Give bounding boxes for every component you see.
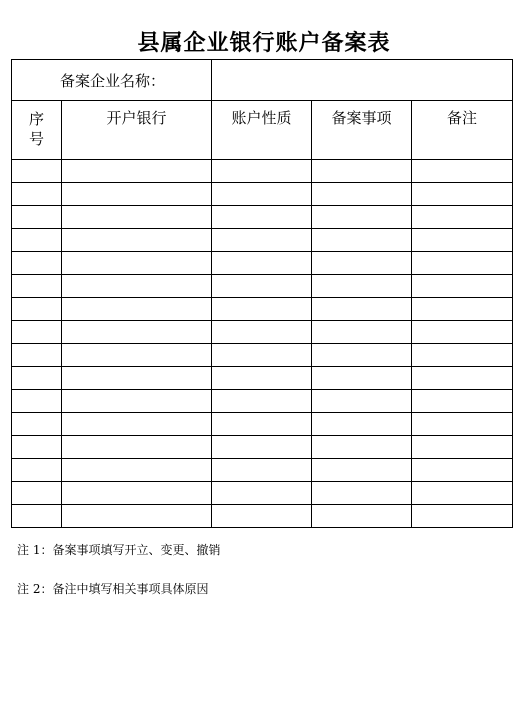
- cell-filing-item[interactable]: [312, 436, 412, 459]
- note-2: 注 2：备注中填写相关事项具体原因: [17, 582, 209, 596]
- cell-filing-item[interactable]: [312, 321, 412, 344]
- cell-seq[interactable]: [12, 321, 62, 344]
- cell-bank[interactable]: [62, 459, 212, 482]
- cell-filing-item[interactable]: [312, 252, 412, 275]
- filing-table: [11, 59, 513, 528]
- cell-account-type[interactable]: [212, 459, 312, 482]
- table-row: [12, 436, 513, 459]
- cell-seq[interactable]: [12, 505, 62, 528]
- cell-account-type[interactable]: [212, 229, 312, 252]
- cell-remark[interactable]: [412, 390, 513, 413]
- cell-bank[interactable]: [62, 252, 212, 275]
- cell-remark[interactable]: [412, 298, 513, 321]
- cell-account-type[interactable]: [212, 367, 312, 390]
- cell-seq[interactable]: [12, 160, 62, 183]
- table-row: [12, 367, 513, 390]
- table-row: [12, 160, 513, 183]
- table-row: [12, 482, 513, 505]
- column-header-seq-line2: 号: [28, 130, 44, 148]
- cell-account-type[interactable]: [212, 413, 312, 436]
- cell-account-type[interactable]: [212, 183, 312, 206]
- cell-seq[interactable]: [12, 390, 62, 413]
- cell-bank[interactable]: [62, 390, 212, 413]
- cell-remark[interactable]: [412, 436, 513, 459]
- table-row: [12, 321, 513, 344]
- cell-filing-item[interactable]: [312, 275, 412, 298]
- column-header-account-type: 账户性质: [212, 101, 312, 160]
- cell-remark[interactable]: [412, 321, 513, 344]
- cell-account-type[interactable]: [212, 321, 312, 344]
- cell-remark[interactable]: [412, 367, 513, 390]
- cell-remark[interactable]: [412, 459, 513, 482]
- cell-seq[interactable]: [12, 298, 62, 321]
- company-name-field[interactable]: [212, 60, 513, 101]
- cell-account-type[interactable]: [212, 436, 312, 459]
- table-row: [12, 505, 513, 528]
- cell-remark[interactable]: [412, 252, 513, 275]
- cell-filing-item[interactable]: [312, 390, 412, 413]
- cell-seq[interactable]: [12, 229, 62, 252]
- cell-filing-item[interactable]: [312, 367, 412, 390]
- cell-account-type[interactable]: [212, 160, 312, 183]
- cell-remark[interactable]: [412, 482, 513, 505]
- cell-account-type[interactable]: [212, 344, 312, 367]
- table-row: [12, 252, 513, 275]
- cell-account-type[interactable]: [212, 482, 312, 505]
- cell-account-type[interactable]: [212, 252, 312, 275]
- cell-filing-item[interactable]: [312, 482, 412, 505]
- cell-bank[interactable]: [62, 367, 212, 390]
- cell-seq[interactable]: [12, 252, 62, 275]
- form-title: 县属企业银行账户备案表: [137, 30, 391, 56]
- cell-filing-item[interactable]: [312, 413, 412, 436]
- cell-seq[interactable]: [12, 413, 62, 436]
- cell-filing-item[interactable]: [312, 505, 412, 528]
- table-row: [12, 183, 513, 206]
- cell-filing-item[interactable]: [312, 206, 412, 229]
- table-row: [12, 413, 513, 436]
- cell-bank[interactable]: [62, 321, 212, 344]
- cell-account-type[interactable]: [212, 505, 312, 528]
- cell-remark[interactable]: [412, 344, 513, 367]
- column-header-row: [12, 101, 513, 160]
- cell-remark[interactable]: [412, 413, 513, 436]
- column-header-bank: 开户银行: [62, 101, 212, 160]
- cell-bank[interactable]: [62, 298, 212, 321]
- cell-bank[interactable]: [62, 413, 212, 436]
- cell-seq[interactable]: [12, 344, 62, 367]
- table-row: [12, 459, 513, 482]
- cell-account-type[interactable]: [212, 390, 312, 413]
- column-header-remark: 备注: [412, 101, 513, 160]
- cell-filing-item[interactable]: [312, 229, 412, 252]
- cell-filing-item[interactable]: [312, 160, 412, 183]
- cell-bank[interactable]: [62, 229, 212, 252]
- cell-bank[interactable]: [62, 183, 212, 206]
- cell-bank[interactable]: [62, 505, 212, 528]
- cell-seq[interactable]: [12, 482, 62, 505]
- table-row: [12, 206, 513, 229]
- cell-filing-item[interactable]: [312, 459, 412, 482]
- column-header-seq-line1: 序: [28, 110, 44, 128]
- cell-seq[interactable]: [12, 275, 62, 298]
- cell-filing-item[interactable]: [312, 344, 412, 367]
- cell-account-type[interactable]: [212, 206, 312, 229]
- cell-seq[interactable]: [12, 183, 62, 206]
- cell-account-type[interactable]: [212, 298, 312, 321]
- cell-bank[interactable]: [62, 436, 212, 459]
- note-1: 注 1：备案事项填写开立、变更、撤销: [17, 543, 221, 557]
- table-row: [12, 275, 513, 298]
- cell-remark[interactable]: [412, 229, 513, 252]
- table-row: [12, 298, 513, 321]
- cell-seq[interactable]: [12, 367, 62, 390]
- cell-remark[interactable]: [412, 505, 513, 528]
- cell-bank[interactable]: [62, 206, 212, 229]
- cell-seq[interactable]: [12, 459, 62, 482]
- cell-remark[interactable]: [412, 183, 513, 206]
- cell-filing-item[interactable]: [312, 183, 412, 206]
- column-header-filing-item: 备案事项: [312, 101, 412, 160]
- cell-bank[interactable]: [62, 160, 212, 183]
- cell-bank[interactable]: [62, 344, 212, 367]
- cell-remark[interactable]: [412, 160, 513, 183]
- company-name-row: [12, 60, 513, 101]
- table-row: [12, 229, 513, 252]
- cell-seq[interactable]: [12, 206, 62, 229]
- table-row: [12, 390, 513, 413]
- cell-bank[interactable]: [62, 482, 212, 505]
- cell-remark[interactable]: [412, 275, 513, 298]
- company-name-label: 备案企业名称：: [12, 60, 212, 101]
- cell-bank[interactable]: [62, 275, 212, 298]
- cell-seq[interactable]: [12, 436, 62, 459]
- column-header-seq: [12, 101, 62, 160]
- cell-filing-item[interactable]: [312, 298, 412, 321]
- cell-account-type[interactable]: [212, 275, 312, 298]
- cell-remark[interactable]: [412, 206, 513, 229]
- table-row: [12, 344, 513, 367]
